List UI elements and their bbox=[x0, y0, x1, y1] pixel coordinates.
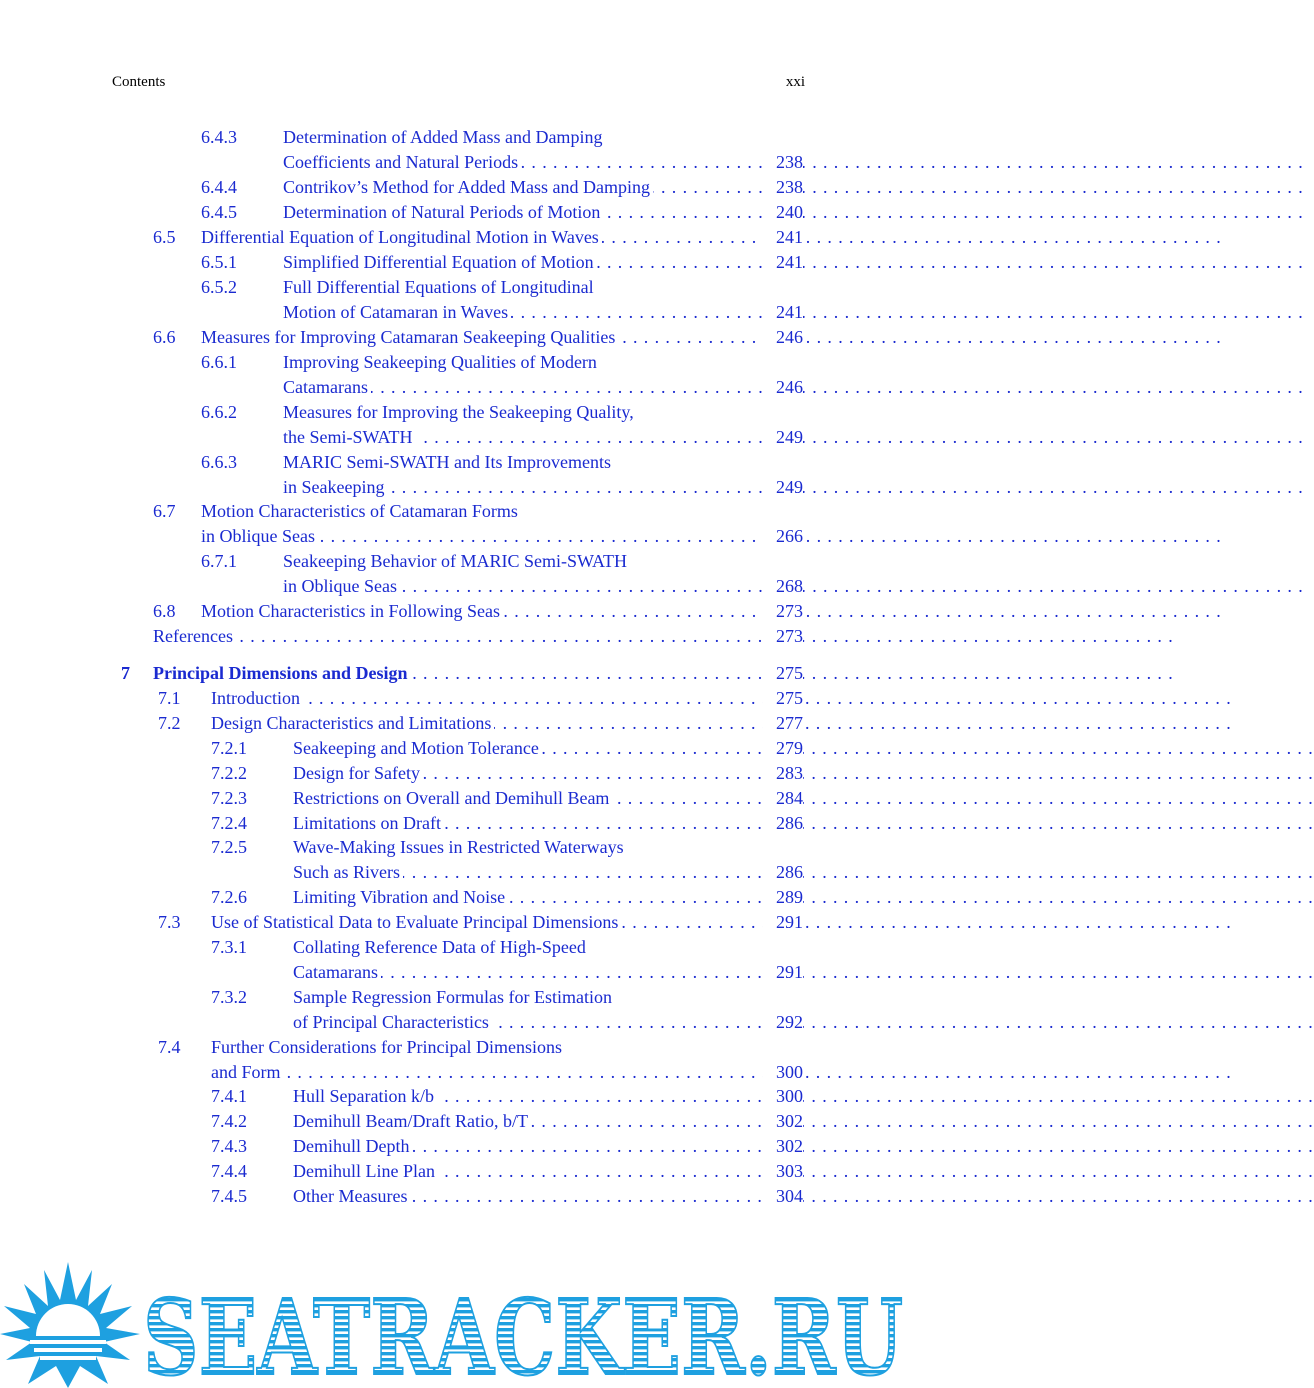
toc-entry-number[interactable]: 7.4 bbox=[158, 1037, 181, 1057]
toc-entry-page[interactable]: 300 bbox=[763, 1084, 803, 1109]
toc-entry-title[interactable]: Wave-Making Issues in Restricted Waterways bbox=[293, 835, 763, 860]
toc-entry-title[interactable]: Improving Seakeeping Qualities of Modern bbox=[283, 350, 763, 375]
toc-entry-number[interactable]: 6.5.1 bbox=[201, 252, 237, 272]
toc-entry-number[interactable]: 6.4.4 bbox=[201, 177, 237, 197]
toc-entry-title[interactable]: Other Measures . . . bbox=[293, 1184, 763, 1209]
toc-entry-number[interactable]: 7.3 bbox=[158, 912, 181, 932]
toc-entry-title[interactable]: Determination of Added Mass and Damping bbox=[283, 125, 763, 150]
toc-entry-number[interactable]: 6.4.3 bbox=[201, 127, 237, 147]
toc-entry-title[interactable]: Measures for Improving Catamaran Seakeeping Qualities . . . bbox=[201, 325, 763, 350]
toc-entry-page[interactable]: 300 bbox=[763, 1060, 803, 1085]
toc-entry-number[interactable]: 7.4.2 bbox=[211, 1111, 247, 1131]
toc-entry-number[interactable]: 6.4.5 bbox=[201, 202, 237, 222]
toc-entry-title[interactable]: Such as Rivers . . . bbox=[293, 860, 763, 885]
toc-entry-number[interactable]: 6.7 bbox=[153, 501, 176, 521]
toc-entry-title[interactable]: Design Characteristics and Limitations . . . bbox=[211, 711, 763, 736]
toc-entry-page[interactable]: 302 bbox=[763, 1109, 803, 1134]
toc-entry-title[interactable]: of Principal Characteristics . . . bbox=[293, 1010, 763, 1035]
toc-entry-page[interactable]: 284 bbox=[763, 786, 803, 811]
toc-entry-number[interactable]: 7.1 bbox=[158, 688, 181, 708]
toc-entry-page[interactable]: 268 bbox=[763, 574, 803, 599]
toc-entry-page[interactable]: 275 bbox=[763, 661, 803, 686]
toc-entry-title[interactable]: Design for Safety . . . bbox=[293, 761, 763, 786]
chapter-number[interactable]: 7 bbox=[121, 663, 130, 683]
toc-entry-title[interactable]: and Form . . . bbox=[211, 1060, 763, 1085]
toc-entry-number[interactable]: 6.6.3 bbox=[201, 452, 237, 472]
toc-entry-number[interactable]: 7.4.5 bbox=[211, 1186, 247, 1206]
toc-entry-title[interactable]: Demihull Beam/Draft Ratio, b/T . . . bbox=[293, 1109, 763, 1134]
toc-entry-number[interactable]: 7.2.5 bbox=[211, 837, 247, 857]
toc-entry-page[interactable]: 286 bbox=[763, 811, 803, 836]
toc-entry-title[interactable]: Hull Separation k/b . . . bbox=[293, 1084, 763, 1109]
toc-entry-page[interactable]: 241 bbox=[763, 300, 803, 325]
toc-entry-title[interactable]: Collating Reference Data of High-Speed bbox=[293, 935, 763, 960]
toc-entry-number[interactable]: 6.7.1 bbox=[201, 551, 237, 571]
toc-entry-title[interactable]: MARIC Semi-SWATH and Its Improvements bbox=[283, 450, 763, 475]
toc-entry-number[interactable]: 7.2.1 bbox=[211, 738, 247, 758]
toc-entry-title[interactable]: Full Differential Equations of Longitudinal bbox=[283, 275, 763, 300]
chapter-title[interactable]: Principal Dimensions and Design . . . bbox=[153, 661, 763, 686]
toc-entry-number[interactable]: 7.3.1 bbox=[211, 937, 247, 957]
toc-entry-page[interactable]: 303 bbox=[763, 1159, 803, 1184]
toc-entry-number[interactable]: 7.3.2 bbox=[211, 987, 247, 1007]
toc-entry-page[interactable]: 292 bbox=[763, 1010, 803, 1035]
toc-entry-title[interactable]: Limiting Vibration and Noise . . . bbox=[293, 885, 763, 910]
toc-entry-page[interactable]: 289 bbox=[763, 885, 803, 910]
toc-entry-title[interactable]: Restrictions on Overall and Demihull Beam . . . bbox=[293, 786, 763, 811]
toc-entry-number[interactable]: 6.5 bbox=[153, 227, 176, 247]
toc-entry-title[interactable]: Seakeeping Behavior of MARIC Semi-SWATH bbox=[283, 549, 763, 574]
toc-entry-title[interactable]: Motion of Catamaran in Waves . . . bbox=[283, 300, 763, 325]
toc-entry-page[interactable]: 273 bbox=[763, 624, 803, 649]
toc-entry-number[interactable]: 7.2.2 bbox=[211, 763, 247, 783]
toc-entry-title[interactable]: Seakeeping and Motion Tolerance . . . bbox=[293, 736, 763, 761]
toc-entry-page[interactable]: 277 bbox=[763, 711, 803, 736]
toc-entry-title[interactable]: Determination of Natural Periods of Motion . . . bbox=[283, 200, 763, 225]
toc-entry-title[interactable]: in Oblique Seas . . . bbox=[283, 574, 763, 599]
toc-entry-title[interactable]: Introduction . . . bbox=[211, 686, 763, 711]
toc-entry-title[interactable]: the Semi-SWATH . . . bbox=[283, 425, 763, 450]
toc-entry-page[interactable]: 238 bbox=[763, 175, 803, 200]
toc-entry-title[interactable]: Motion Characteristics in Following Seas . . . bbox=[201, 599, 763, 624]
toc-entry-number[interactable]: 7.2.3 bbox=[211, 788, 247, 808]
toc-entry-number[interactable]: 7.2 bbox=[158, 713, 181, 733]
toc-entry-title[interactable]: Demihull Depth . . . bbox=[293, 1134, 763, 1159]
toc-entry-title[interactable]: Measures for Improving the Seakeeping Quality, bbox=[283, 400, 763, 425]
toc-entry-number[interactable]: 6.6.2 bbox=[201, 402, 237, 422]
running-header-title: Contents bbox=[112, 74, 166, 90]
toc-entry-title[interactable]: Further Considerations for Principal Dimensions bbox=[211, 1035, 763, 1060]
toc-entry-title[interactable]: in Oblique Seas . . . bbox=[201, 524, 763, 549]
watermark-text: SEATRACKER.RU bbox=[143, 1276, 903, 1388]
toc-entry-page[interactable]: 291 bbox=[763, 910, 803, 935]
toc-entry-title[interactable]: Sample Regression Formulas for Estimation bbox=[293, 985, 763, 1010]
toc-entry-title[interactable]: References . . . bbox=[153, 624, 763, 649]
toc-entry-title[interactable]: in Seakeeping . . . bbox=[283, 475, 763, 500]
toc-entry-page[interactable]: 246 bbox=[763, 325, 803, 350]
toc-entry-number[interactable]: 6.6 bbox=[153, 327, 176, 347]
toc-entry-page[interactable]: 266 bbox=[763, 524, 803, 549]
toc-entry-title[interactable]: Catamarans . . . bbox=[283, 375, 763, 400]
toc-entry-page[interactable]: 241 bbox=[763, 250, 803, 275]
toc-entry-title[interactable]: Catamarans . . . bbox=[293, 960, 763, 985]
toc-entry-number[interactable]: 6.5.2 bbox=[201, 277, 237, 297]
toc-entry-title[interactable]: Contrikov’s Method for Added Mass and Damping . . . bbox=[283, 175, 763, 200]
sun-icon bbox=[0, 1262, 140, 1388]
toc-entry-number[interactable]: 6.8 bbox=[153, 601, 176, 621]
toc-entry-page[interactable]: 249 bbox=[763, 475, 803, 500]
toc-entry-page[interactable]: 279 bbox=[763, 736, 803, 761]
running-header bbox=[112, 74, 805, 94]
toc-entry-page[interactable]: 291 bbox=[763, 960, 803, 985]
toc-entry-page[interactable]: 238 bbox=[763, 150, 803, 175]
toc-entry-page[interactable]: 246 bbox=[763, 375, 803, 400]
toc-entry-page[interactable]: 286 bbox=[763, 860, 803, 885]
toc-entry-page[interactable]: 275 bbox=[763, 686, 803, 711]
watermark-logo bbox=[0, 1262, 915, 1388]
toc-entry-page[interactable]: 249 bbox=[763, 425, 803, 450]
toc-entry-title[interactable]: Demihull Line Plan . . . bbox=[293, 1159, 763, 1184]
toc-entry-page[interactable]: 241 bbox=[763, 225, 803, 250]
toc-entry-number[interactable]: 7.4.4 bbox=[211, 1161, 247, 1181]
toc-entry-number[interactable]: 7.4.3 bbox=[211, 1136, 247, 1156]
toc-entry-page[interactable]: 273 bbox=[763, 599, 803, 624]
toc-entry-title[interactable]: Limitations on Draft . . . bbox=[293, 811, 763, 836]
toc-entry-title[interactable]: Coefficients and Natural Periods . . . bbox=[283, 150, 763, 175]
toc-entry-page[interactable]: 302 bbox=[763, 1134, 803, 1159]
toc-entry-title[interactable]: Motion Characteristics of Catamaran Forms bbox=[201, 499, 763, 524]
toc-entry-page[interactable]: 304 bbox=[763, 1184, 803, 1209]
toc-entry-number[interactable]: 7.2.4 bbox=[211, 813, 247, 833]
toc-entry-title[interactable]: Simplified Differential Equation of Motion . . . bbox=[283, 250, 763, 275]
toc-entry-number[interactable]: 7.4.1 bbox=[211, 1086, 247, 1106]
toc-entry-title[interactable]: Use of Statistical Data to Evaluate Principal Dimensions . . . bbox=[211, 910, 763, 935]
toc-entry-page[interactable]: 283 bbox=[763, 761, 803, 786]
toc-entry-title[interactable]: Differential Equation of Longitudinal Motion in Waves . . . bbox=[201, 225, 763, 250]
toc-entry-page[interactable]: 240 bbox=[763, 200, 803, 225]
toc-entry-number[interactable]: 7.2.6 bbox=[211, 887, 247, 907]
toc-entry-number[interactable]: 6.6.1 bbox=[201, 352, 237, 372]
page-number: xxi bbox=[785, 74, 805, 90]
